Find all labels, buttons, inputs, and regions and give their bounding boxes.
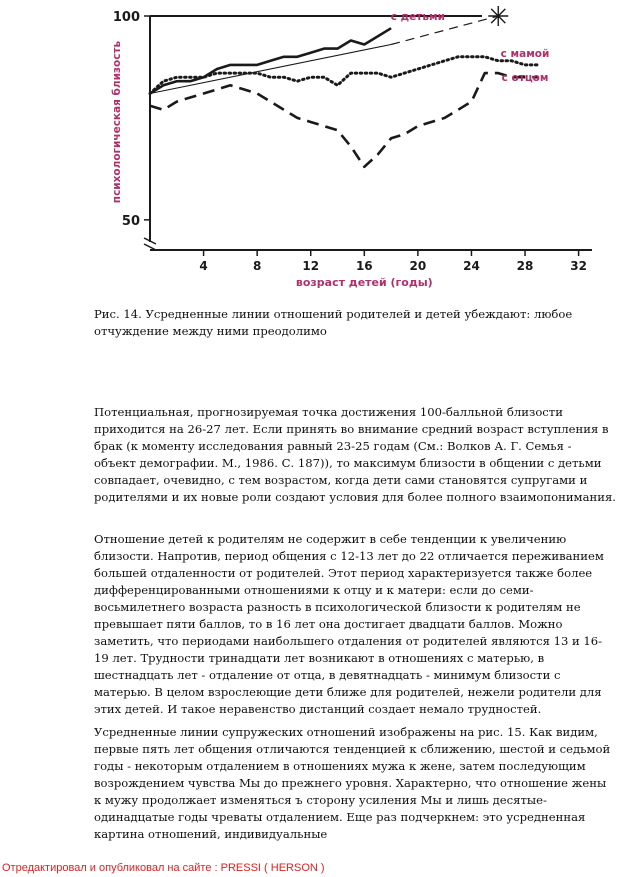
series-line [150, 45, 391, 94]
footer-credit: Отредактировал и опубликовал на сайте : PRESSI ( HERSON ) [2, 862, 325, 874]
x-tick-label: 12 [302, 259, 320, 273]
series-line [150, 57, 538, 94]
x-tick-label: 16 [355, 259, 373, 273]
figure-caption: Рис. 14. Усредненные линии отношений родителей и детей убеждают: любое отчуждение между ними преодолимо [94, 307, 573, 338]
series-annotation: с мамой [500, 47, 550, 60]
chart-labels [391, 11, 550, 84]
chart-series [150, 6, 538, 167]
series-line [150, 73, 538, 167]
x-tick-label: 8 [252, 259, 262, 273]
paragraph-2: Отношение детей к родителям не содержит в себе тенденции к увеличению близости. Напротив, период общения с 12-13 лет до 22 отличается переживанием большей отдаленности от родителей. Этот период характеризуется также более дифференцированными отношениями к отцу и к матери: если до семи-восьмилетнего возраста разность в психологической близости к родителям не превышает пяти баллов, то в 16 лет она достигает двадцати баллов. Можно заметить, что периодами наибольшего отдаления от родителей являются 13 и 16-19 лет. Трудности тринадцати лет возникают в отношениях с матерью, в шестнадцать лет - отдаление от отца, в девятнадцать - минимум близости с матерью. В целом взрослеющие дети ближе для родителей, нежели родители для этих детей. И такое неравенство дистанций создает немало трудностей. [94, 532, 604, 716]
paragraph-1: Потенциальная, прогнозируемая точка достижения 100-балльной близости приходится на 26-27 лет. Если принять во внимание средний возраст вступления в брак (к моменту исследования равный 23-25 годам (См.: Волков А. Г. Семья - объект демографии. М., 1986. С. 187)), то максимум близости в общении с детьми совпадает, очевидно, с тем возрастом, когда дети сами становятся супругами и родителями и их новые роли создают условия для более полного взаимопонимания. [94, 405, 616, 504]
x-axis-title: возраст детей (годы) [295, 276, 433, 289]
series-annotation: с детьми [390, 11, 445, 24]
x-tick-label: 20 [409, 259, 427, 273]
y-tick-label: 50 [121, 213, 140, 229]
x-tick-label: 32 [570, 259, 587, 273]
x-tick-label: 4 [199, 259, 208, 273]
x-tick-label: 28 [516, 259, 534, 273]
x-tick-label: 24 [463, 259, 480, 273]
paragraph-3: Усредненные линии супружеских отношений изображены на рис. 15. Как видим, первые пять лет общения отличаются тенденцией к сближению, шестой и седьмой годы - некоторым отдалением в отношениях мужа к жене, затем последующим возрождением чувства Мы до прежнего уровня. Характерно, что отношение жены к мужу продолжает изменяться ъ сторону усиления Мы и лишь десятые-одинадцатые годы чреваты отдалением. Еще раз подчеркнем: это усредненная картина отношений, индивидуальные [94, 725, 611, 841]
y-axis-title: психологическая близость [111, 40, 123, 204]
y-tick-label: 100 [112, 10, 140, 25]
target-point-star [488, 6, 508, 26]
series-line [150, 28, 391, 93]
figure-14-chart [92, 0, 612, 292]
series-annotation: с отцом [501, 72, 549, 85]
